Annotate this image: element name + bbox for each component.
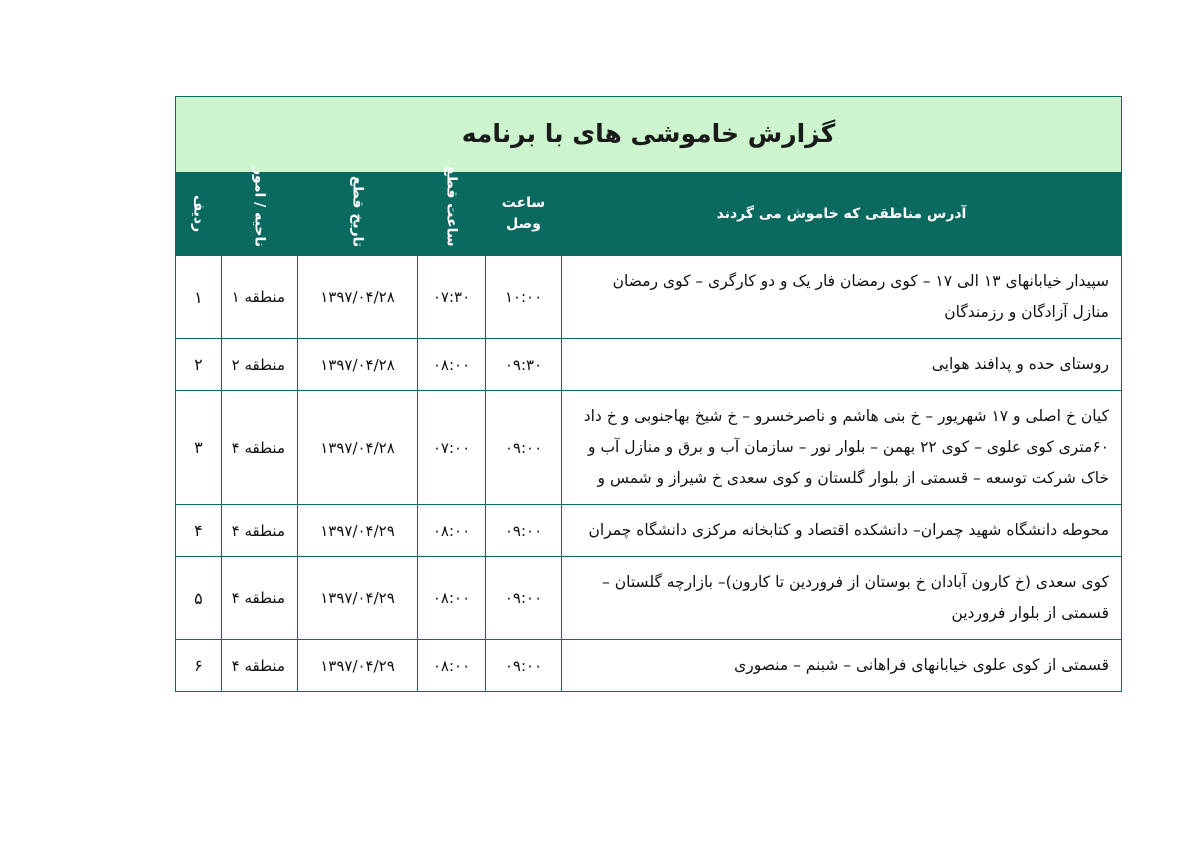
- column-header-date-label: تاریخ قطع: [349, 175, 366, 247]
- column-header-zone: [222, 167, 298, 256]
- table-row: [175, 640, 1121, 692]
- column-header-row-no: [175, 173, 221, 256]
- table-body: [175, 256, 1121, 692]
- cell-time-on: ۰۹:۰۰: [486, 640, 562, 692]
- table-row: [175, 256, 1121, 339]
- column-header-time-on-line2: وصل: [506, 216, 541, 232]
- cell-address: محوطه دانشگاه شهید چمران– دانشکده اقتصاد و کتابخانه مرکزی دانشگاه چمران: [562, 505, 1122, 557]
- outage-table-container: [190, 96, 1122, 692]
- cell-time-off: ۰۸:۰۰: [418, 339, 486, 391]
- cell-time-on: ۰۹:۰۰: [486, 557, 562, 640]
- table-row: [175, 339, 1121, 391]
- table-head: [175, 97, 1121, 173]
- column-header-date: [298, 173, 418, 256]
- cell-time-off: ۰۷:۳۰: [418, 256, 486, 339]
- cell-address: کیان خ اصلی و ۱۷ شهریور – خ بنی هاشم و ناصرخسرو – خ شیخ بهاجنوبی و خ داد ۶۰متری کوی علوی – کوی ۲۲ بهمن – بلوار نور – سازمان آب و برق و منازل آب و خاک شرکت توسعه – قسمتی از بلوار گلستان و کوی سعدی خ شیراز و شمس و: [562, 391, 1122, 505]
- column-header-row-no-label: ردیف: [190, 195, 207, 233]
- cell-zone: منطقه ۴: [222, 557, 298, 640]
- table-row: [175, 505, 1121, 557]
- cell-zone: منطقه ۴: [222, 640, 298, 692]
- cell-row-no: ۶: [175, 640, 221, 692]
- cell-time-on: ۰۹:۰۰: [486, 505, 562, 557]
- column-header-row: [175, 166, 1121, 256]
- column-header-time-on-line1: ساعت: [501, 195, 546, 211]
- cell-row-no: ۳: [175, 391, 221, 505]
- cell-date: ۱۳۹۷/۰۴/۲۸: [298, 256, 418, 339]
- cell-zone: منطقه ۴: [222, 391, 298, 505]
- cell-date: ۱۳۹۷/۰۴/۲۹: [298, 557, 418, 640]
- cell-time-on: ۱۰:۰۰: [486, 256, 562, 339]
- cell-time-on: ۰۹:۳۰: [486, 339, 562, 391]
- column-header-time-off-label: ساعت قطع: [443, 166, 460, 247]
- cell-time-off: ۰۸:۰۰: [418, 640, 486, 692]
- cell-zone: منطقه ۲: [222, 339, 298, 391]
- cell-address: سپیدار خیابانهای ۱۳ الی ۱۷ – کوی رمضان فار یک و دو کارگری – کوی رمضان منازل آزادگان و رزمندگان: [562, 256, 1122, 339]
- cell-address: روستای حده و پدافند هوایی: [562, 339, 1122, 391]
- cell-time-off: ۰۷:۰۰: [418, 391, 486, 505]
- column-header-address-label: آدرس مناطقی که خاموش می گردند: [716, 206, 967, 222]
- page-title: گزارش خاموشی های با برنامه: [175, 97, 1121, 173]
- cell-row-no: ۵: [175, 557, 221, 640]
- column-header-zone-label: ناحیه / امور: [251, 167, 268, 247]
- cell-zone: منطقه ۱: [222, 256, 298, 339]
- cell-date: ۱۳۹۷/۰۴/۲۹: [298, 505, 418, 557]
- cell-row-no: ۲: [175, 339, 221, 391]
- cell-time-off: ۰۸:۰۰: [418, 505, 486, 557]
- title-row: [175, 97, 1121, 173]
- cell-zone: منطقه ۴: [222, 505, 298, 557]
- cell-address: قسمتی از کوی علوی خیابانهای فراهانی – شبنم – منصوری: [562, 640, 1122, 692]
- column-header-address: [562, 173, 1122, 256]
- cell-date: ۱۳۹۷/۰۴/۲۹: [298, 640, 418, 692]
- table-row: [175, 391, 1121, 505]
- column-header-time-off: [418, 166, 486, 256]
- cell-date: ۱۳۹۷/۰۴/۲۸: [298, 391, 418, 505]
- cell-address: کوی سعدی (خ کارون آبادان خ بوستان از فروردین تا کارون)– بازارچه گلستان – قسمتی از بلوار فروردین: [562, 557, 1122, 640]
- outage-table: [175, 96, 1122, 692]
- table-row: [175, 557, 1121, 640]
- column-header-time-on: [486, 173, 562, 256]
- cell-time-off: ۰۸:۰۰: [418, 557, 486, 640]
- cell-time-on: ۰۹:۰۰: [486, 391, 562, 505]
- cell-row-no: ۱: [175, 256, 221, 339]
- cell-row-no: ۴: [175, 505, 221, 557]
- cell-date: ۱۳۹۷/۰۴/۲۸: [298, 339, 418, 391]
